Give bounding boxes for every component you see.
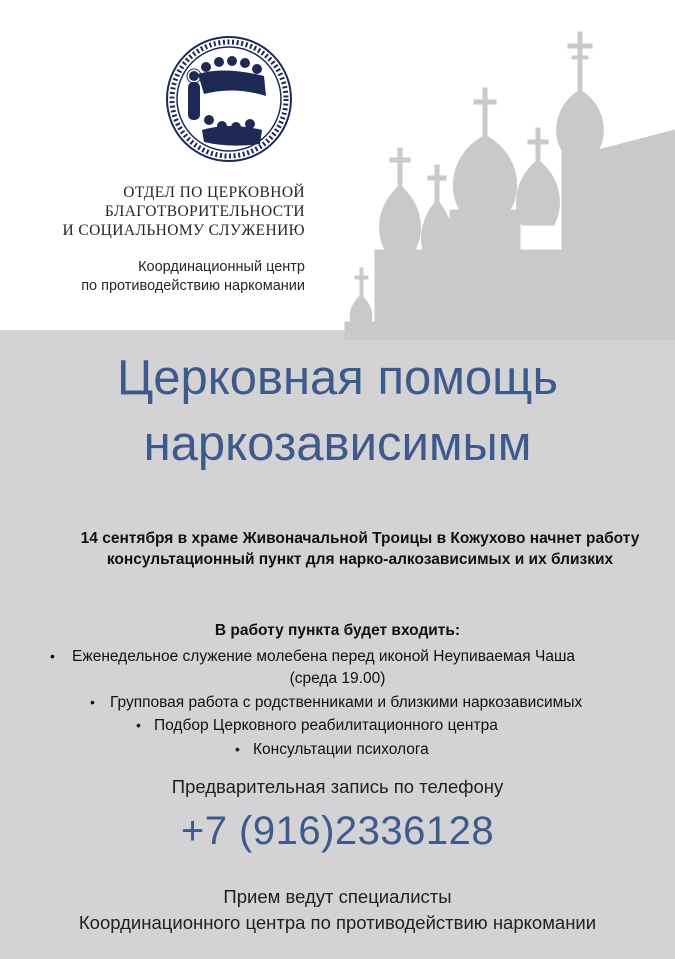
list-item: Консультации психолога bbox=[253, 741, 429, 758]
list-item-continuation: (среда 19.00) bbox=[289, 670, 386, 687]
title-line-1: Церковная помощь bbox=[116, 351, 559, 405]
bullet-icon: • bbox=[136, 717, 141, 733]
sub-org-line-1: Координационный центр bbox=[138, 259, 305, 275]
department-emblem-icon bbox=[164, 34, 294, 164]
bullet-icon: • bbox=[90, 694, 95, 710]
footer-text bbox=[0, 884, 675, 936]
page-title bbox=[0, 345, 675, 477]
bullet-icon: • bbox=[50, 648, 55, 664]
organization-block bbox=[60, 183, 305, 295]
org-name-line-2: БЛАГОТВОРИТЕЛЬНОСТИ bbox=[104, 203, 305, 220]
footer-line-1: Прием ведут специалисты bbox=[223, 886, 452, 907]
title-line-2: наркозависимым bbox=[143, 417, 532, 471]
org-name-line-3: И СОЦИАЛЬНОМУ СЛУЖЕНИЮ bbox=[62, 222, 305, 239]
sub-org-line-2: по противодействию наркомании bbox=[81, 277, 305, 294]
bullet-icon: • bbox=[235, 741, 240, 757]
phone-number: +7 (916)2336128 bbox=[180, 809, 495, 853]
intro-text: 14 сентября в храме Живоначальной Троицы в Кожухово начнет работу консультационный пункт для нарко-алкозависимых и их близких bbox=[80, 530, 640, 568]
org-name-line-1: ОТДЕЛ ПО ЦЕРКОВНОЙ bbox=[123, 184, 305, 201]
list-item: Групповая работа с родственниками и близкими наркозависимых bbox=[110, 694, 583, 711]
list-heading: В работу пункта будет входить: bbox=[214, 622, 461, 639]
church-silhouette-icon bbox=[330, 10, 675, 340]
list-item: Еженедельное служение молебена перед иконой Неупиваемая Чаша bbox=[72, 648, 576, 665]
list-item: Подбор Церковного реабилитационного центра bbox=[154, 717, 498, 734]
phone-label: Предварительная запись по телефону bbox=[171, 776, 504, 797]
footer-line-2: Координационного центра по противодействию наркомании bbox=[78, 912, 597, 933]
